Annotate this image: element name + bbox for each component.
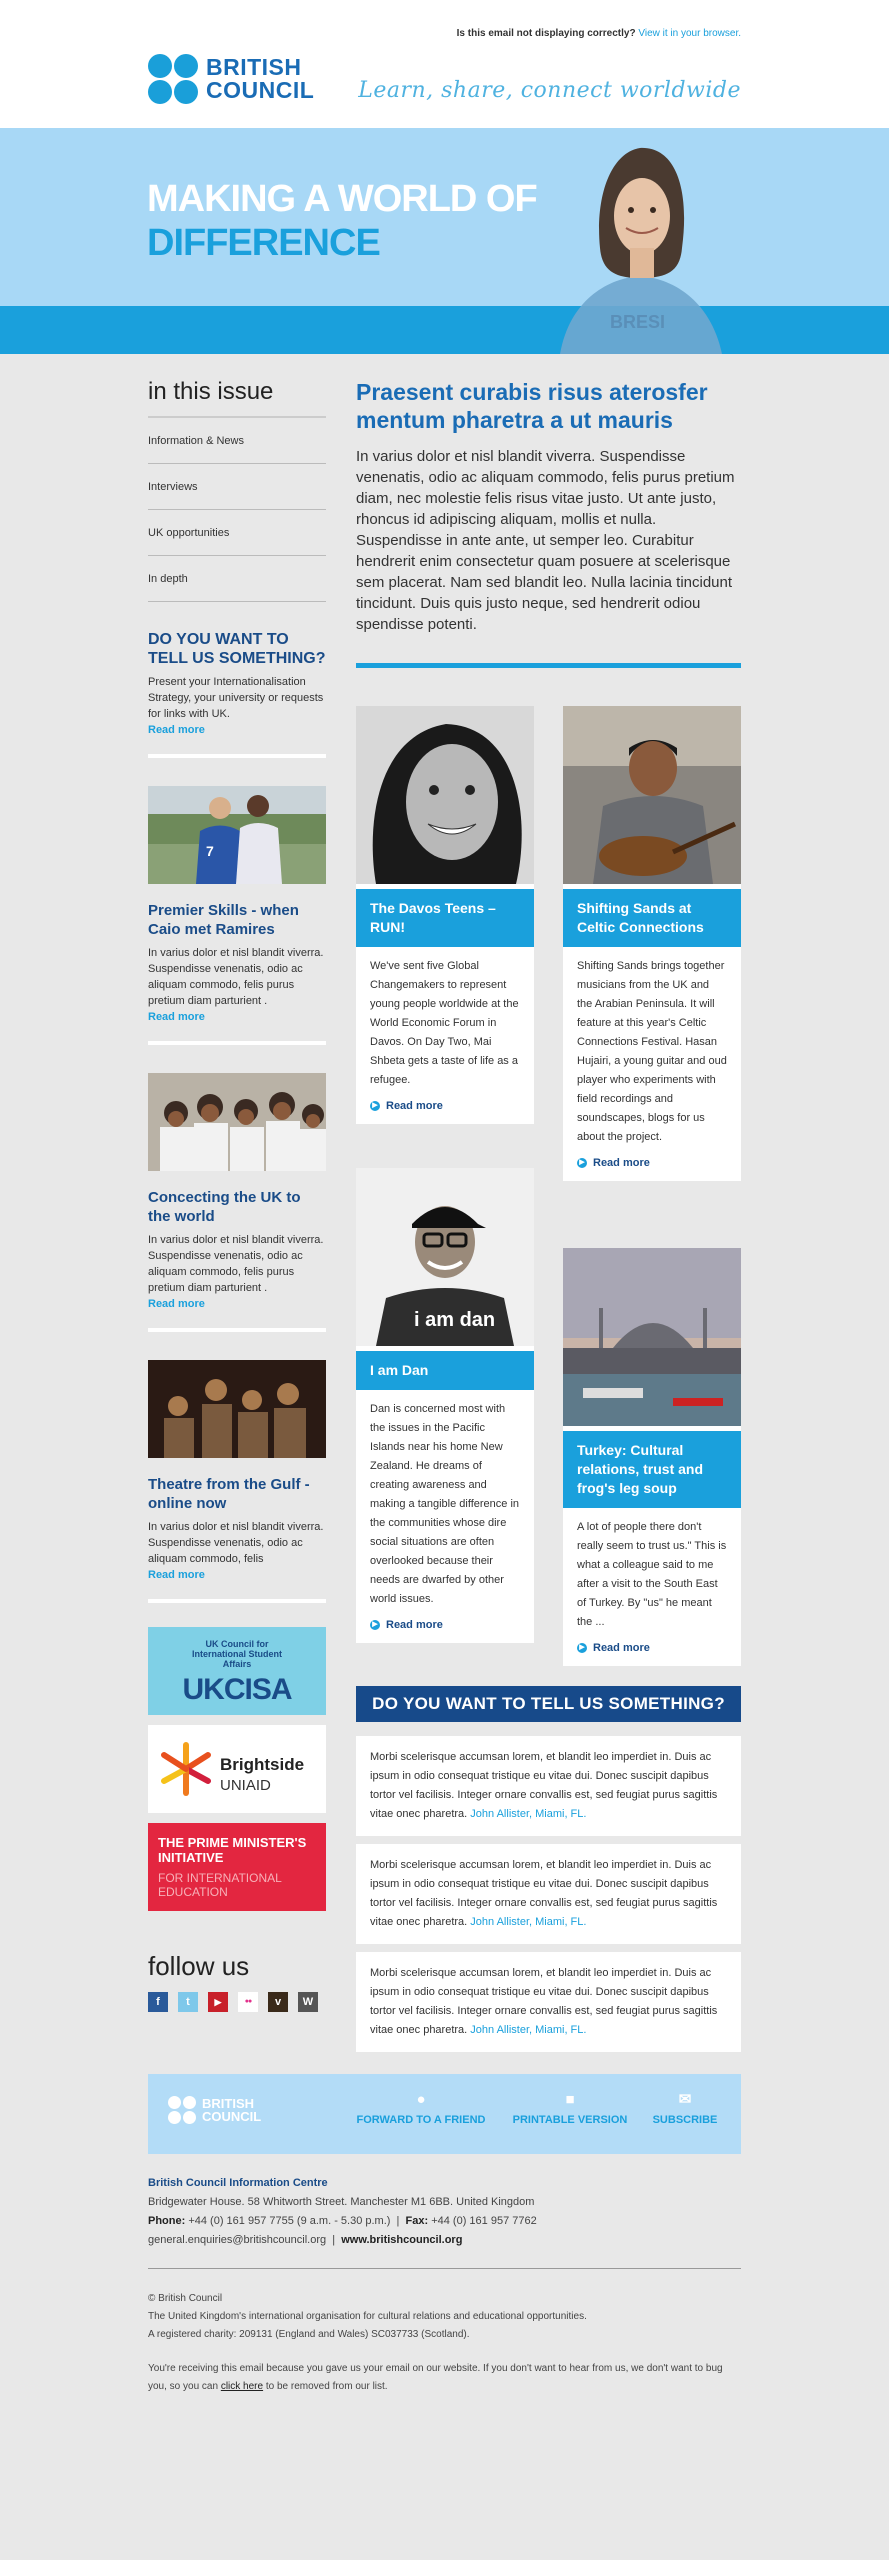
smiling-girl-photo[interactable] — [356, 706, 534, 884]
card-title[interactable]: Shifting Sands at Celtic Connections — [563, 889, 741, 947]
brightside-wordmark: Brightside — [220, 1755, 305, 1774]
logo-word-1: BRITISH — [206, 54, 302, 80]
card-read-more[interactable] — [563, 1147, 741, 1181]
divider — [148, 1599, 326, 1603]
story-body: In varius dolor et nisl blandit viverra. Suspendisse venenatis, odio ac aliquam commodo, felis purus pretium diam parturient . — [148, 947, 324, 1007]
footer-logo[interactable] — [168, 2096, 261, 2124]
legal-text — [148, 2290, 741, 2396]
card-body: Dan is concerned most with the issues in the Pacific Islands near his home New Zealand. He dreams of creating awareness and making a tangible difference in the communities whose dire social situations are often overlooked because their needs are dwarfed by other world issues. — [370, 1403, 520, 1605]
testimonial-author[interactable]: John Allister, Miami, FL. — [470, 2024, 587, 2036]
card-read-more[interactable] — [356, 1609, 534, 1643]
footer-logo-word-1: BRITISH — [202, 2096, 254, 2111]
footer-action-bar — [148, 2074, 741, 2154]
main-article-title[interactable]: Praesent curabis risus aterosfer mentum pharetra a ut mauris — [356, 379, 708, 433]
contact-info — [148, 2174, 741, 2250]
testimonial-text: Morbi scelerisque accumsan lorem, et blandit leo imperdiet in. Duis ac ipsum in odio consequat tristique eu vitae dui. Donec suscipit dapibus tortor vel facilisis. Integer ornare convallis est, sed feugiat purus sagittis vitae onec pharetra. — [370, 1751, 718, 1820]
social-links — [148, 1992, 326, 2012]
card-title[interactable]: I am Dan — [356, 1351, 534, 1390]
article-card-davos — [356, 706, 534, 1124]
brightside-star-icon — [158, 1741, 214, 1797]
forward-label: FORWARD TO A FRIEND — [356, 2114, 486, 2126]
flickr-icon[interactable]: ●● — [238, 1992, 258, 2012]
hero-headline-2: DIFFERENCE — [147, 222, 380, 264]
read-more-label: Read more — [386, 1100, 443, 1112]
svg-text:7: 7 — [206, 843, 214, 859]
testimonial — [356, 1844, 741, 1944]
address: Bridgewater House. 58 Whitworth Street. Manchester M1 6BB. United Kingdom — [148, 2196, 535, 2208]
forward-to-friend-link[interactable] — [356, 2092, 486, 2126]
nav-information-news[interactable]: Information & News — [148, 418, 326, 464]
logo-dots-icon — [148, 54, 198, 104]
hero-headline-1: MAKING A WORLD OF — [147, 178, 537, 220]
phone-fax-line: Phone: +44 (0) 161 957 7755 (9 a.m. - 5.30 p.m.) | Fax: +44 (0) 161 957 7762 — [148, 2215, 537, 2227]
arrow-right-icon: ▶ — [370, 1101, 380, 1111]
tell-us-banner: DO YOU WANT TO TELL US SOMETHING? — [356, 1686, 741, 1722]
hero-woman-photo — [540, 128, 740, 354]
divider — [148, 754, 326, 758]
email-web-line: general.enquiries@britishcouncil.org | www.britishcouncil.org — [148, 2234, 463, 2246]
footer-divider — [148, 2268, 741, 2269]
pmi-title: THE PRIME MINISTER'S INITIATIVE — [158, 1835, 307, 1865]
testimonial-author[interactable]: John Allister, Miami, FL. — [470, 1916, 587, 1928]
story-read-more[interactable]: Read more — [148, 1011, 205, 1023]
main-column — [356, 378, 741, 668]
story-body: In varius dolor et nisl blandit viverra. Suspendisse venenatis, odio ac aliquam commodo, felis — [148, 1521, 324, 1565]
subscribe-label: SUBSCRIBE — [652, 2114, 718, 2126]
story-read-more[interactable]: Read more — [148, 1298, 205, 1310]
story-body: In varius dolor et nisl blandit viverra. Suspendisse venenatis, odio ac aliquam commodo, felis purus pretium diam parturient . — [148, 1234, 324, 1294]
logo-word-2: COUNCIL — [206, 77, 315, 103]
story-title-theatre-gulf[interactable]: Theatre from the Gulf - online now — [148, 1476, 310, 1512]
sidebar — [148, 378, 326, 2012]
card-body: Shifting Sands brings together musicians from the UK and the Arabian Peninsula. It will feature at this year's Celtic Connections Festival. Hasan Hujairi, a young guitar and oud player who experiments with field recordings and soundscapes, blogs for us about the project. — [577, 960, 727, 1143]
logo-dots-icon — [168, 2096, 196, 2124]
british-council-logo[interactable] — [148, 54, 314, 104]
copyright: © British Council — [148, 2293, 223, 2304]
istanbul-mosque-photo[interactable] — [563, 1248, 741, 1426]
tell-us-heading: DO YOU WANT TO TELL US SOMETHING? — [148, 631, 326, 667]
printable-version-link[interactable] — [510, 2092, 630, 2126]
unsubscribe-text-pre: You're receiving this email because you gave us your email on our website. If you don't want to hear from us, we don't want to bug you, so you can — [148, 2363, 723, 2392]
main-article-body: In varius dolor et nisl blandit viverra. Suspendisse venenatis, odio ac aliquam commodo, felis purus pretium diam, nec molestie felis risus vitae justo. Ut ante justo, rhoncus id adipiscing aliquam, mollis et nulla. Suspendisse in ante ante, ut semper leo. Curabitur hendrerit enim consectetur quam posuere at scelerisque sem placerat. Nam sed blandit leo. Nulla lacinia tincidunt tincidunt. Duis quis justo neque, sed hendrerit odiou spendisse potenti. — [356, 448, 735, 633]
website-link[interactable]: www.britishcouncil.org — [341, 2234, 463, 2246]
card-title[interactable]: Turkey: Cultural relations, trust and frog's leg soup — [563, 1431, 741, 1508]
email-link[interactable]: general.enquiries@britishcouncil.org — [148, 2234, 327, 2246]
brightside-uniaid-logo[interactable] — [148, 1725, 326, 1813]
oud-player-photo[interactable] — [563, 706, 741, 884]
card-title[interactable]: The Davos Teens – RUN! — [356, 889, 534, 947]
story-title-premier-skills[interactable]: Premier Skills - when Caio met Ramires — [148, 902, 299, 938]
follow-us-title: follow us — [148, 1951, 250, 1981]
article-card-i-am-dan — [356, 1168, 534, 1643]
divider — [148, 1328, 326, 1332]
browser-notice — [457, 28, 741, 39]
football-players-photo[interactable] — [148, 786, 326, 884]
twitter-icon[interactable]: t — [178, 1992, 198, 2012]
charity-number: A registered charity: 209131 (England and Wales) SC037733 (Scotland). — [148, 2329, 470, 2340]
unsubscribe-link[interactable]: click here — [220, 2381, 264, 2392]
testimonial-text: Morbi scelerisque accumsan lorem, et blandit leo imperdiet in. Duis ac ipsum in odio consequat tristique eu vitae dui. Donec suscipit dapibus tortor vel facilisis. Integer ornare convallis est, sed feugiat purus sagittis vitae onec pharetra. — [370, 1967, 718, 2036]
fax-number: +44 (0) 161 957 7762 — [431, 2215, 537, 2227]
vimeo-icon[interactable]: v — [268, 1992, 288, 2012]
footer-logo-word-2: COUNCIL — [202, 2109, 262, 2124]
card-body: A lot of people there don't really seem to trust us." This is what a colleague said to me after a visit to the South East of Turkey. By "us" he meant the ... — [577, 1521, 727, 1628]
card-read-more[interactable] — [563, 1632, 741, 1666]
printer-icon: ■ — [565, 2091, 575, 2108]
pmi-subtitle: FOR INTERNATIONAL EDUCATION — [158, 1871, 282, 1899]
story-read-more[interactable]: Read more — [148, 1569, 205, 1581]
prime-ministers-initiative-logo[interactable] — [148, 1823, 326, 1911]
envelope-icon: ✉ — [678, 2091, 692, 2108]
phone-number: +44 (0) 161 957 7755 (9 a.m. - 5.30 p.m.) — [188, 2215, 391, 2227]
testimonial — [356, 1736, 741, 1836]
arrow-right-icon: ▶ — [370, 1620, 380, 1630]
article-card-turkey — [563, 1248, 741, 1666]
tagline: Learn, share, connect worldwide — [358, 78, 741, 103]
unsubscribe-notice — [148, 2360, 741, 2396]
org-description: The United Kingdom's international organisation for cultural relations and educational opportunities. — [148, 2311, 587, 2322]
ukcisa-subtitle: UK Council for International Student Affairs — [192, 1639, 282, 1669]
nav-interviews[interactable]: Interviews — [148, 464, 326, 510]
nav-in-depth[interactable]: In depth — [148, 556, 326, 602]
uniaid-wordmark: UNIAID — [220, 1777, 271, 1794]
story-title-connecting-uk[interactable]: Concecting the UK to the world — [148, 1189, 301, 1225]
read-more-label: Read more — [386, 1619, 443, 1631]
card-read-more[interactable] — [356, 1090, 534, 1124]
hero-band — [0, 306, 889, 354]
read-more-label: Read more — [593, 1157, 650, 1169]
article-card-shifting-sands — [563, 706, 741, 1181]
nav-uk-opportunities[interactable]: UK opportunities — [148, 510, 326, 556]
ukcisa-wordmark: UKCISA — [182, 1673, 292, 1706]
dan-shirt-text: i am dan — [414, 1309, 496, 1331]
ukcisa-logo[interactable] — [148, 1627, 326, 1715]
schoolchildren-photo[interactable] — [148, 1073, 326, 1171]
wordpress-icon[interactable]: W — [298, 1992, 318, 2012]
unsubscribe-text-post: to be removed from our list. — [265, 2381, 388, 2392]
tell-us-body: Present your Internationalisation Strategy, your university or requests for links with UK. — [148, 676, 324, 720]
divider — [148, 1041, 326, 1045]
view-in-browser-link[interactable]: View it in your browser. — [638, 28, 741, 39]
phone-label: Phone: — [148, 2215, 186, 2227]
org-name: British Council Information Centre — [148, 2177, 328, 2189]
fax-label: Fax: — [405, 2215, 429, 2227]
hero-shirt-text: BRESI — [610, 312, 666, 332]
testimonial-text: Morbi scelerisque accumsan lorem, et blandit leo imperdiet in. Duis ac ipsum in odio consequat tristique eu vitae dui. Donec suscipit dapibus tortor vel facilisis. Integer ornare convallis est, sed feugiat purus sagittis vitae onec pharetra. — [370, 1859, 718, 1928]
arrow-right-icon: ▶ — [577, 1643, 587, 1653]
subscribe-link[interactable] — [650, 2092, 720, 2126]
youtube-icon[interactable]: ▶ — [208, 1992, 228, 2012]
testimonial — [356, 1952, 741, 2052]
read-more-label: Read more — [593, 1642, 650, 1654]
in-this-issue-title: in this issue — [148, 378, 326, 418]
theatre-performers-photo[interactable] — [148, 1360, 326, 1458]
person-icon: ● — [416, 2091, 426, 2108]
tell-us-read-more[interactable]: Read more — [148, 724, 205, 736]
notice-text: Is this email not displaying correctly? — [456, 28, 636, 39]
arrow-right-icon: ▶ — [577, 1158, 587, 1168]
dan-portrait-photo[interactable] — [356, 1168, 534, 1346]
main-divider — [356, 663, 741, 668]
facebook-icon[interactable]: f — [148, 1992, 168, 2012]
card-body: We've sent five Global Changemakers to represent young people worldwide at the World Economic Forum in Davos. On Day Two, Mai Shbeta gets a taste of life as a refugee. — [370, 960, 519, 1086]
testimonial-author[interactable]: John Allister, Miami, FL. — [470, 1808, 587, 1820]
printable-label: PRINTABLE VERSION — [512, 2114, 628, 2126]
email-header — [0, 0, 889, 128]
